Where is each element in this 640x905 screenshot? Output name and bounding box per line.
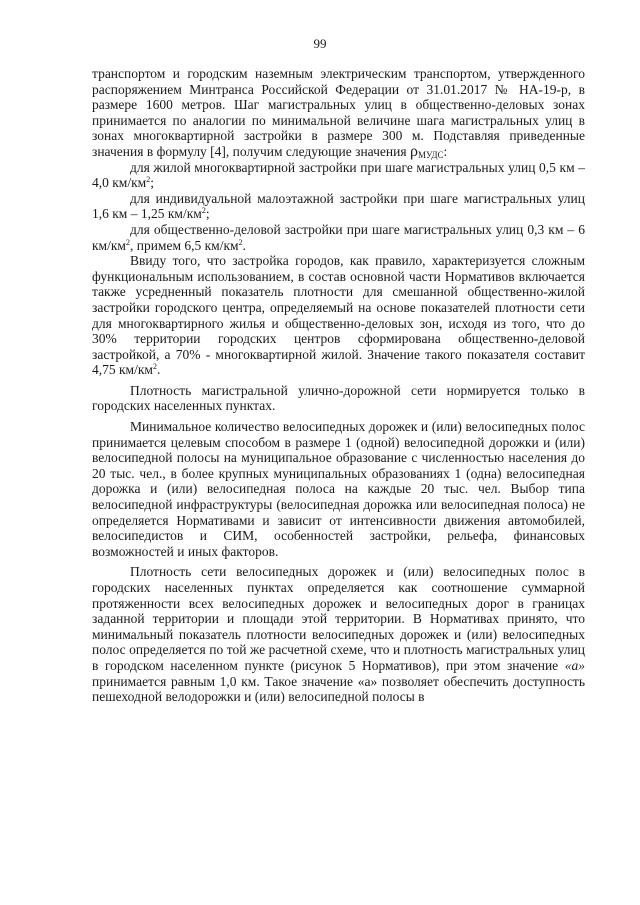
paragraph-2-end: ; — [150, 175, 154, 191]
paragraph-1-text: транспортом и городским наземным электрическим транспортом, утвержденного распоряжением Минтранса Российской Федерации от 31.01.2017 № НА-19-р, в размере 1600 метров. Шаг магистральных улиц в общественно-деловых зонах принимается по аналогии по минимальной величине шага магистральных улиц в зонах многоквартирной застройки в размере 300 м. Подставляя приведенные значения в формулу [4], получим следующие значения — [92, 66, 585, 159]
rho-subscript: МУДС — [417, 149, 444, 160]
page-body — [92, 66, 585, 705]
paragraph-5-text: Ввиду того, что застройка городов, как правило, характеризуется сложным функциональным использованием, в состав основной части Нормативов включается также усредненный показатель плотности для смешанной общественно-жилой застройки городского центра, определяемый на основе показателей плотности сети для многоквартирного жилья и общественно-деловых зон, исходя из того, что до 30% территории городских центров сформирована общественно-деловой застройкой, а 70% - многоквартирной жилой. Значение такого показателя составит 4,75 км/км — [92, 253, 585, 378]
paragraph-4-mid: , примем 6,5 км/км — [129, 237, 239, 253]
paragraph-4-end: . — [242, 237, 246, 253]
paragraph-2-sup: 2 — [146, 175, 151, 185]
paragraph-8 — [92, 564, 585, 704]
paragraph-3-sup: 2 — [201, 206, 206, 216]
paragraph-7: Минимальное количество велосипедных дорожек и (или) велосипедных полос принимается целевым способом в размере 1 (одной) велосипедной дорожки и (или) велосипедной полосы на муниципальное образование с численностью населения до 20 тыс. чел., в более крупных муниципальных образованиях 1 (одна) велосипедная дорожка и (или) велосипедная полоса на каждые 20 тыс. чел. Выбор типа велосипедной инфраструктуры (велосипедная дорожка или велосипедная полоса) не определяется Нормативами и зависит от интенсивности движения автомобилей, велосипедистов и СИМ, особенностей застройки, рельефа, финансовых возможностей и иных факторов. — [92, 419, 585, 559]
paragraph-5-sup: 2 — [152, 362, 157, 372]
paragraph-1-end: : — [443, 143, 448, 159]
page-number: 99 — [313, 36, 327, 51]
paragraph-4-sup-1: 2 — [125, 237, 130, 247]
paragraph-6: Плотность магистральной улично-дорожной сети нормируется только в городских населенных пунктах. — [92, 382, 585, 414]
rho-symbol: ρ — [409, 142, 418, 160]
paragraph-3-end: ; — [205, 206, 210, 222]
paragraph-4-sup-2: 2 — [238, 237, 243, 247]
paragraph-8-rest: принимается равным 1,0 км. Такое значение «а» позволяет обеспечить доступность пешеходной велодорожки и (или) велосипедной полосы в — [92, 673, 585, 705]
paragraph-8-text: Плотность сети велосипедных дорожек и (или) велосипедных полос в городских населенных пунктах определяется как соотношение суммарной протяженности всех велосипедных дорожек и велосипедных дорог в границах заданной территории и площади этой территории. В Нормативах принято, что минимальный показатель плотности велосипедных дорожек и (или) велосипедных полос определяется по той же расчетной схеме, что и плотность магистральных улиц в городском населенном пункте (рисунок 5 Нормативов), при этом значение — [92, 564, 585, 673]
paragraph-8-italic-a: «a» — [564, 657, 585, 673]
paragraph-4 — [92, 222, 585, 253]
paragraph-5 — [92, 253, 585, 378]
paragraph-2 — [92, 160, 585, 191]
paragraph-5-end: . — [156, 362, 161, 378]
paragraph-2-text: для жилой многоквартирной застройки при шаге магистральных улиц 0,5 км – 4,0 км/км — [92, 159, 585, 191]
paragraph-4-text: для общественно-деловой застройки при шаге магистральных улиц 0,3 км – 6 км/км — [92, 221, 585, 253]
paragraph-1 — [92, 66, 585, 160]
paragraph-3-text: для индивидуальной малоэтажной застройки при шаге магистральных улиц 1,6 км – 1,25 км/км — [92, 190, 585, 222]
paragraph-3 — [92, 191, 585, 222]
